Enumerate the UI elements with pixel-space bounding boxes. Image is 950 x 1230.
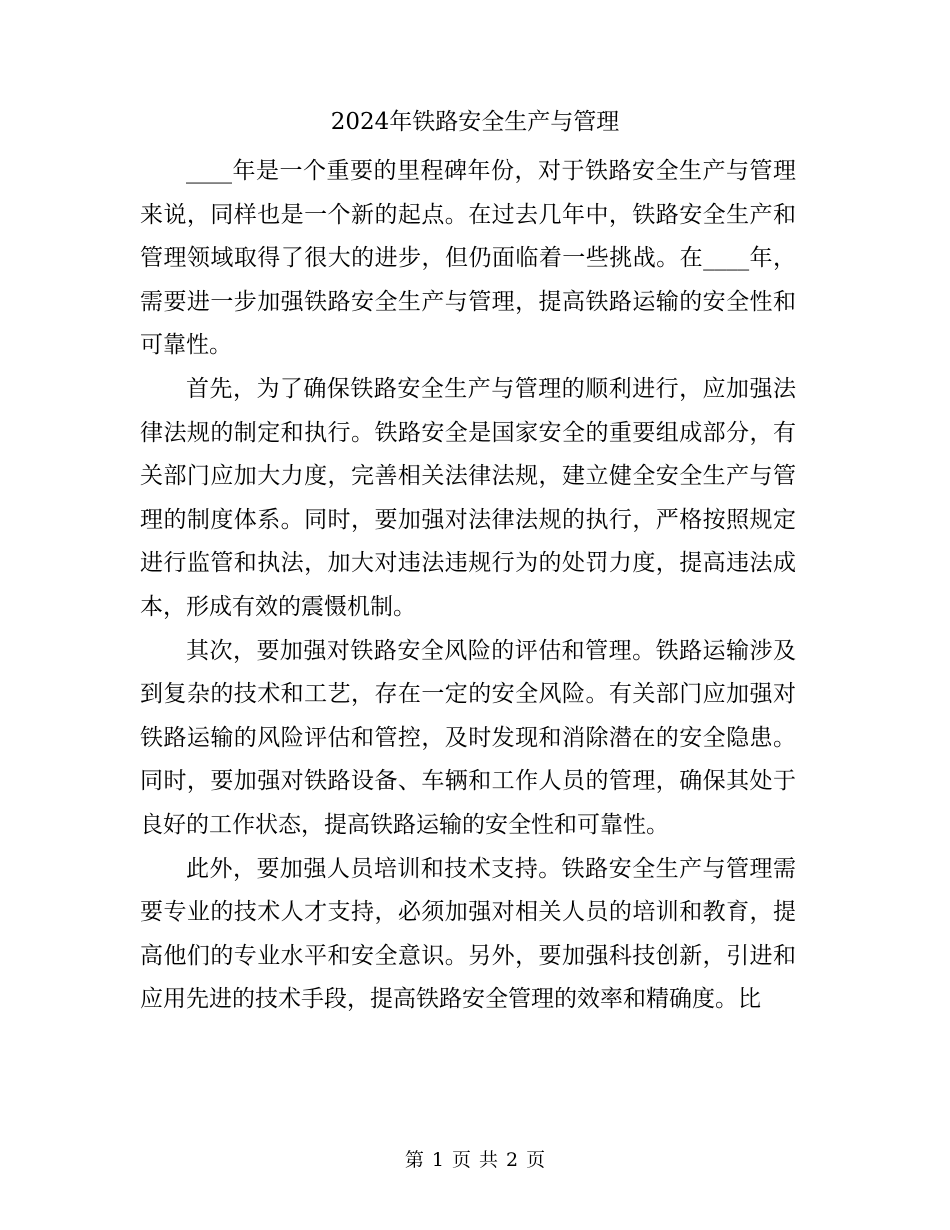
document-title: 2024年铁路安全生产与管理 — [330, 109, 620, 135]
document-body — [140, 150, 796, 1022]
paragraph-training: 此外，要加强人员培训和技术支持。铁路安全生产与管理需要专业的技术人才支持，必须加强对相关人员的培训和教育，提高他们的专业水平和安全意识。另外，要加强科技创新，引进和应用先进的技术手段，提高铁路安全管理的效率和精确度。比 — [140, 855, 796, 1013]
paragraph-intro: ____年是一个重要的里程碑年份，对于铁路安全生产与管理来说，同样也是一个新的起点。在过去几年中，铁路安全生产和管理领域取得了很大的进步，但仍面临着一些挑战。在____年，需要进一步加强铁路安全生产与管理，提高铁路运输的安全性和可靠性。 — [140, 158, 796, 359]
page-number-footer: 第 1 页 共 2 页 — [404, 1149, 546, 1171]
paragraph-laws: 首先，为了确保铁路安全生产与管理的顺利进行，应加强法律法规的制定和执行。铁路安全是国家安全的重要组成部分，有关部门应加大力度，完善相关法律法规，建立健全安全生产与管理的制度体系。同时，要加强对法律法规的执行，严格按照规定进行监管和执法，加大对违法违规行为的处罚力度，提高违法成本，形成有效的震慑机制。 — [140, 375, 796, 620]
paragraph-risk: 其次，要加强对铁路安全风险的评估和管理。铁路运输涉及到复杂的技术和工艺，存在一定的安全风险。有关部门应加强对铁路运输的风险评估和管控，及时发现和消除潜在的安全隐患。同时，要加强对铁路设备、车辆和工作人员的管理，确保其处于良好的工作状态，提高铁路运输的安全性和可靠性。 — [140, 637, 796, 838]
